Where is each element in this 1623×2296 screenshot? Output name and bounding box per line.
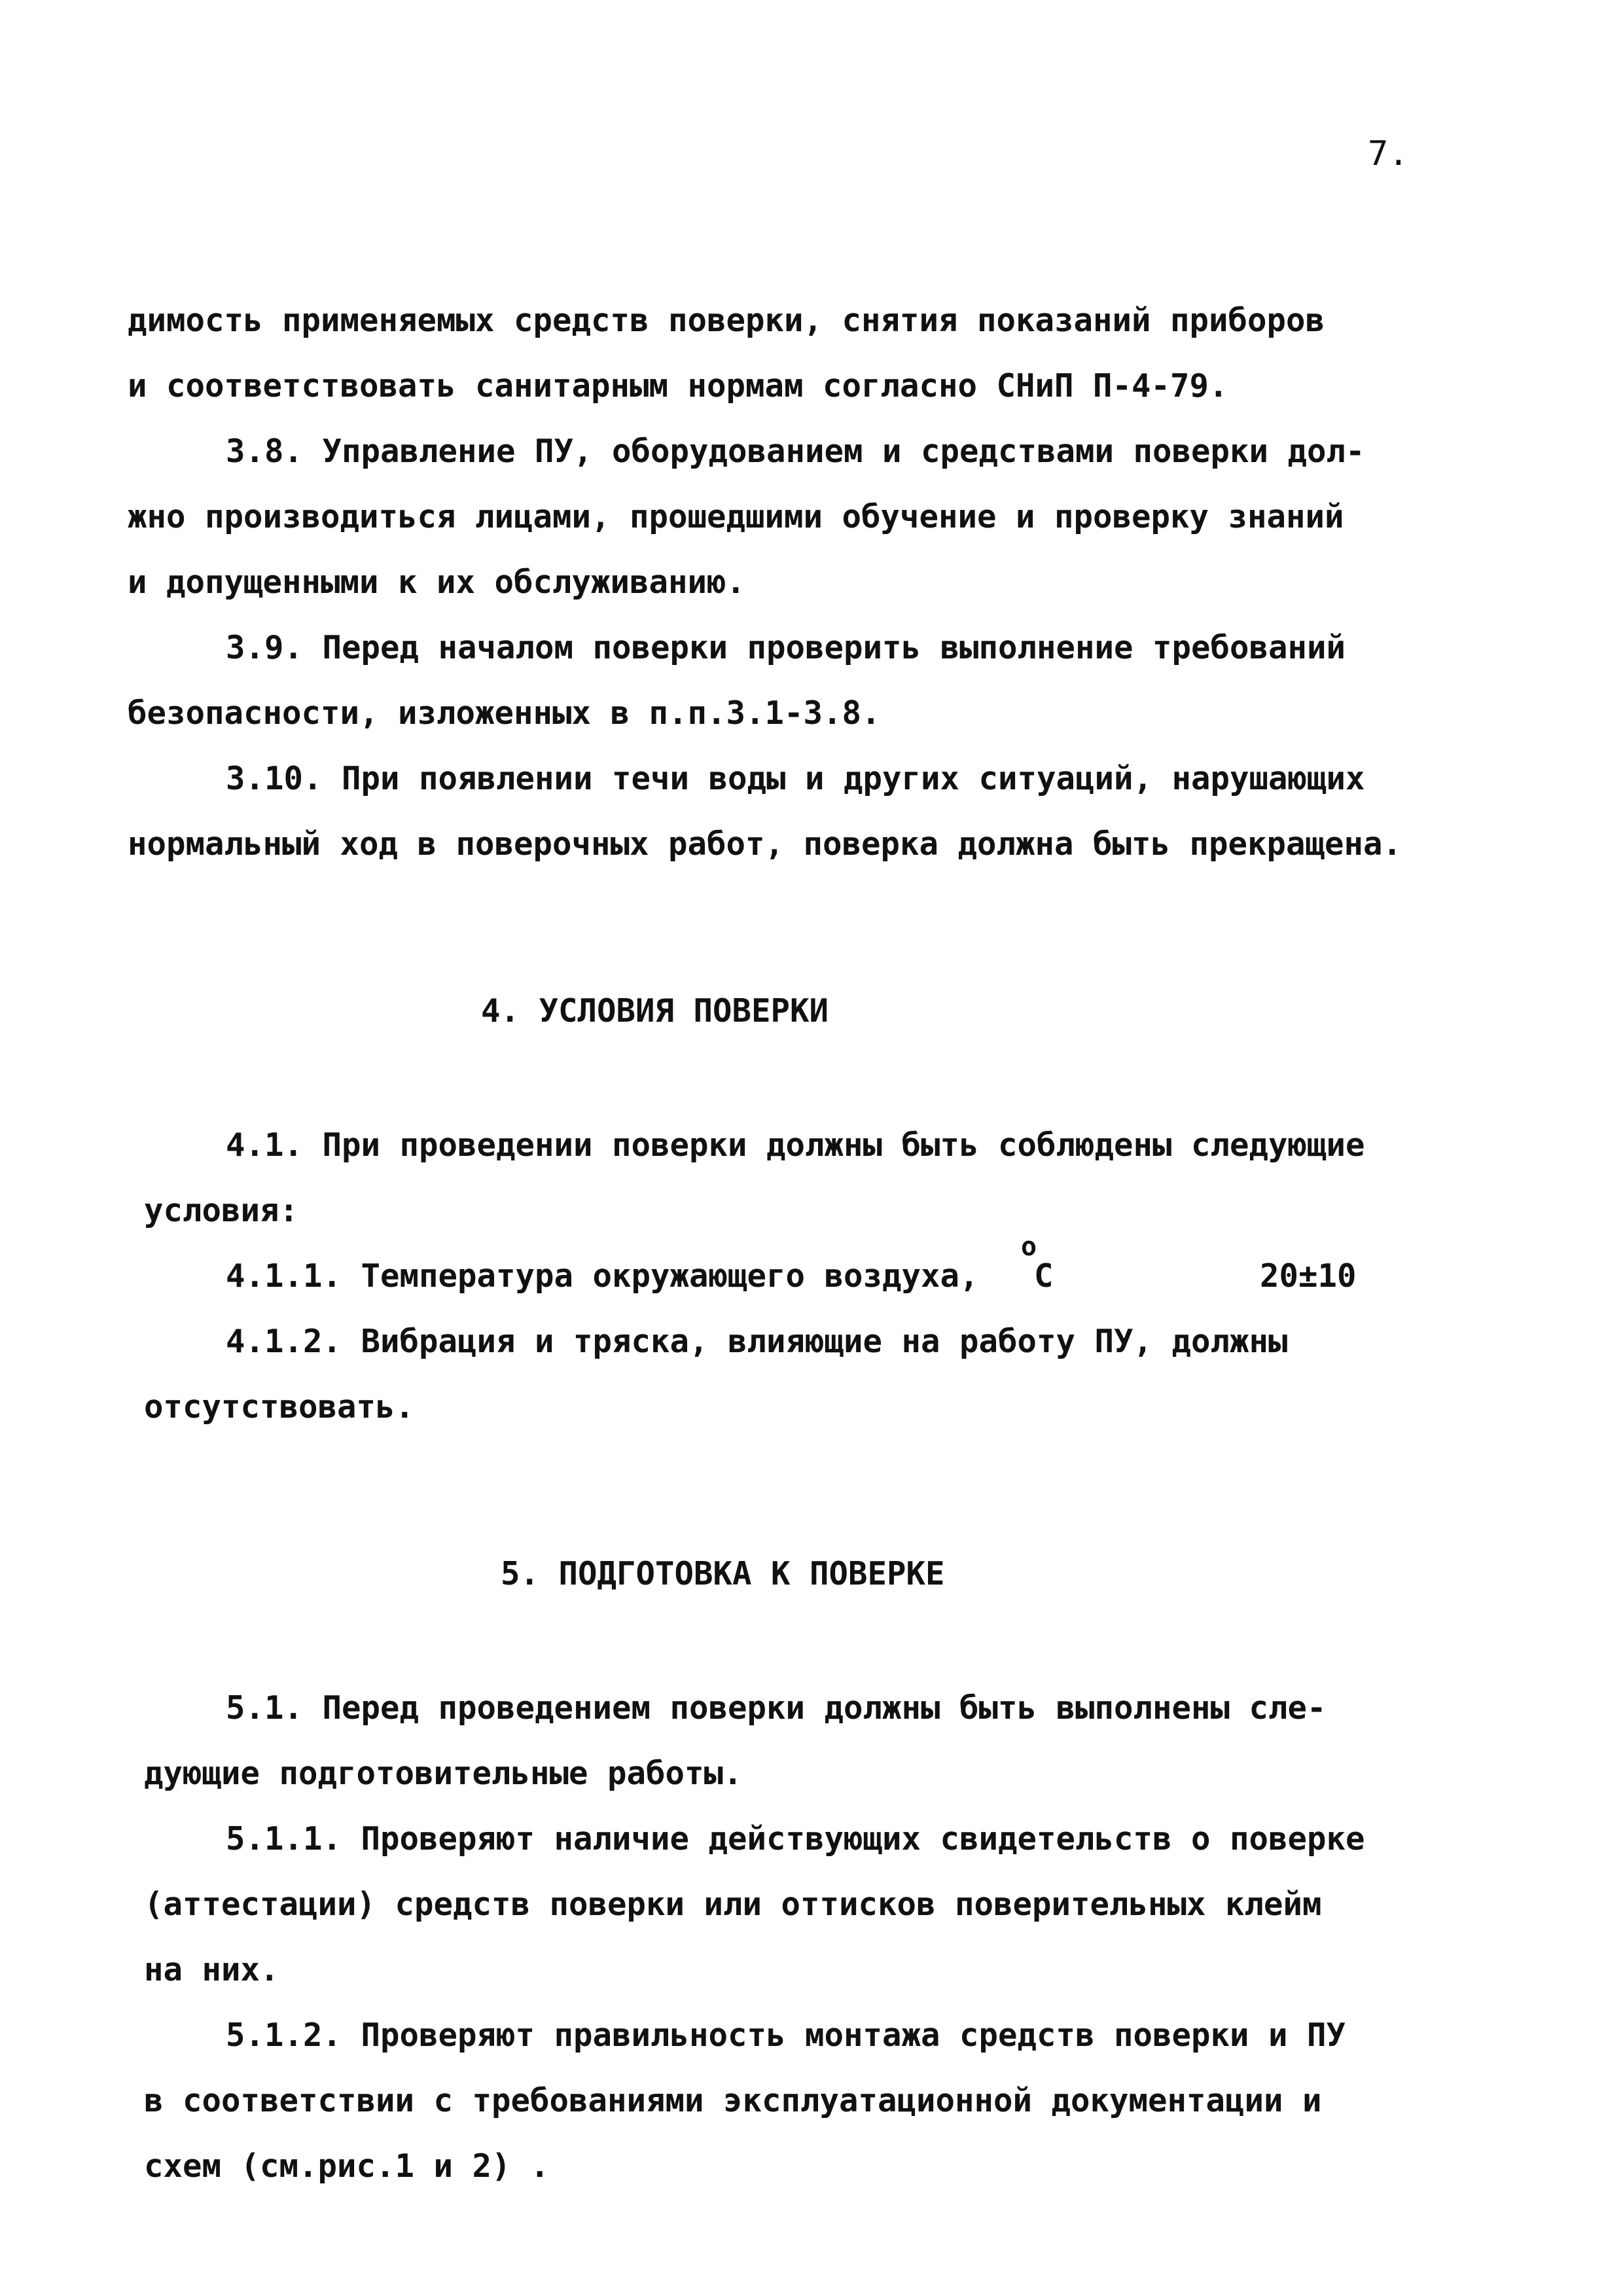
text-line: нормальный ход в поверочных работ, поверка должна быть прекращена. <box>128 825 1402 863</box>
section-heading: 4. УСЛОВИЯ ПОВЕРКИ <box>481 992 829 1030</box>
text-line: 4.1.2. Вибрация и тряска, влияющие на работу ПУ, должны <box>226 1323 1288 1360</box>
text-line: димость применяемых средств поверки, снятия показаний приборов <box>128 302 1325 339</box>
text-line: (аттестации) средств поверки или оттисков поверительных клейм <box>144 1886 1322 1923</box>
text-line: и допущенными к их обслуживанию. <box>128 564 746 601</box>
temperature-value: 20±10 <box>1260 1257 1357 1295</box>
text-line: 5.1.1. Проверяют наличие действующих свидетельств о поверке <box>226 1820 1365 1857</box>
text-line: 4.1. При проведении поверки должны быть соблюдены следующие <box>226 1126 1365 1164</box>
temperature-unit: С <box>1034 1257 1054 1295</box>
section-heading: 5. ПОДГОТОВКА К ПОВЕРКЕ <box>501 1555 945 1592</box>
text-line: безопасности, изложенных в п.п.3.1-3.8. <box>128 694 881 732</box>
text-line: 4.1.1. Температура окружающего воздуха, <box>226 1257 979 1295</box>
text-line: 5.1. Перед проведением поверки должны быть выполнены сле- <box>226 1689 1327 1727</box>
text-line: в соответствии с требованиями эксплуатационной документации и <box>144 2082 1322 2119</box>
text-line: схем (см.рис.1 и 2) . <box>144 2147 550 2185</box>
text-line: отсутствовать. <box>144 1388 415 1426</box>
text-line: на них. <box>144 1951 279 1988</box>
page-number: 7. <box>1368 134 1409 173</box>
text-line: условия: <box>144 1192 299 1229</box>
degree-mark: o <box>1021 1232 1037 1262</box>
text-line: 5.1.2. Проверяют правильность монтажа средств поверки и ПУ <box>226 2017 1346 2054</box>
text-line: дующие подготовительные работы. <box>144 1755 743 1792</box>
text-line: и соответствовать санитарным нормам согласно СНиП П-4-79. <box>128 367 1228 404</box>
text-line: жно производиться лицами, прошедшими обучение и проверку знаний <box>128 498 1344 535</box>
text-line: 3.9. Перед началом поверки проверить выполнение требований <box>226 629 1346 666</box>
text-line: 3.8. Управление ПУ, оборудованием и средствами поверки дол- <box>226 433 1365 470</box>
text-line: 3.10. При появлении течи воды и других ситуаций, нарушающих <box>226 760 1365 797</box>
